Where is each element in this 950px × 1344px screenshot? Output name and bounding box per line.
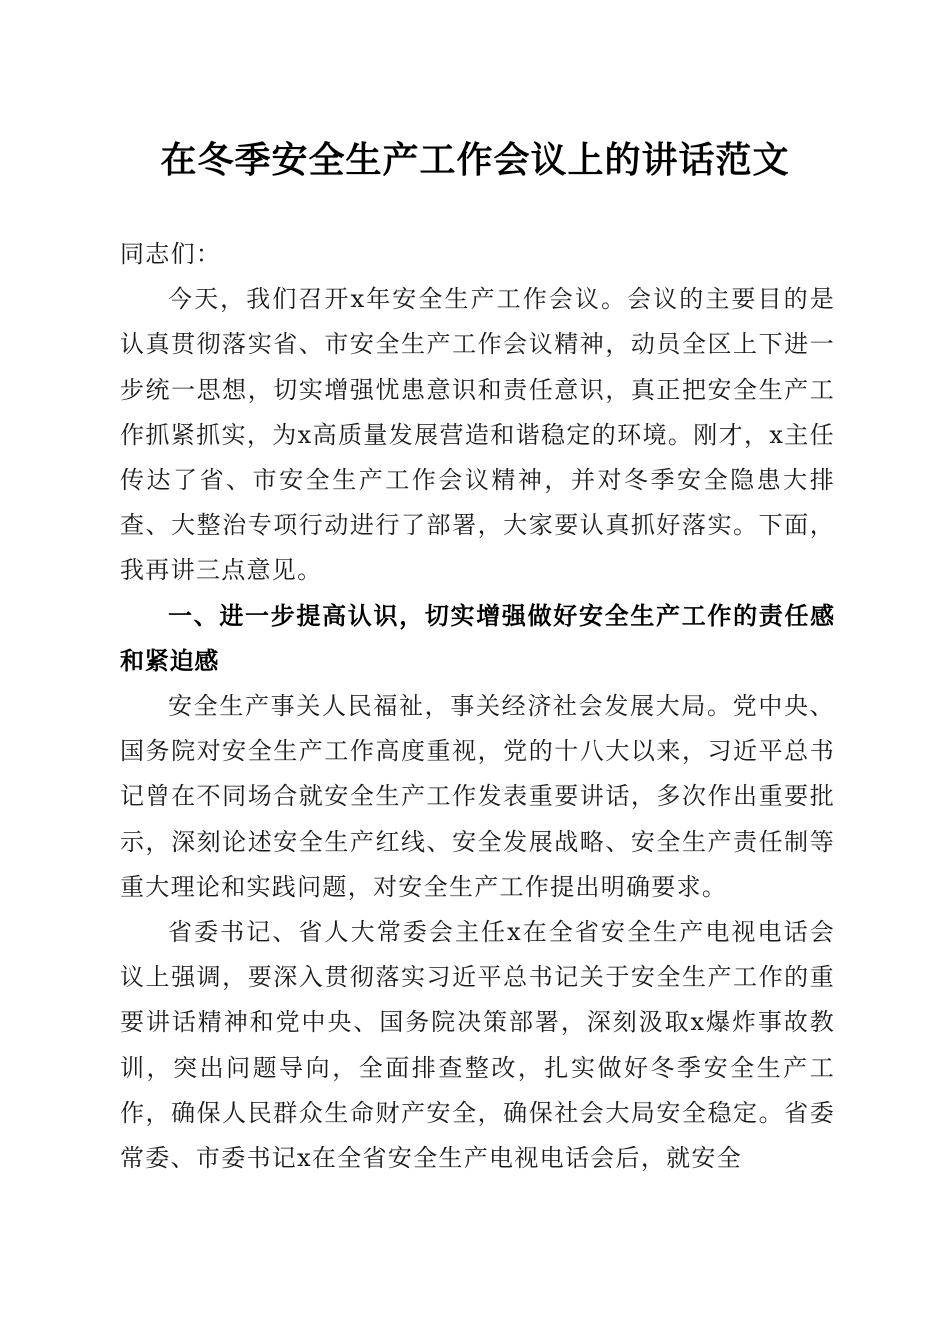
paragraph-provincial-requirements: 省委书记、省人大常委会主任x在全省安全生产电视电话会议上强调，要深入贯彻落实习近平总书记关于安全生产工作的重要讲话精神和党中央、国务院决策部署，深刻汲取x爆炸事故教训，突出问题导向，全面排查整改，扎实做好冬季安全生产工作，确保人民群众生命财产安全，确保社会大局安全稳定。省委常委、市委书记x在全省安全生产电视电话会后，就安全 (120, 918, 835, 1173)
paragraph-safety-importance: 安全生产事关人民福祉，事关经济社会发展大局。党中央、国务院对安全生产工作高度重视，党的十八大以来，习近平总书记曾在不同场合就安全生产工作发表重要讲话，多次作出重要批示，深刻论述安全生产红线、安全发展战略、安全生产责任制等重大理论和实践问题，对安全生产工作提出明确要求。 (120, 692, 835, 901)
paragraph-intro: 今天，我们召开x年安全生产工作会议。会议的主要目的是认真贯彻落实省、市安全生产工作会议精神，动员全区上下进一步统一思想，切实增强忧患意识和责任意识，真正把安全生产工作抓紧抓实，为x高质量发展营造和谐稳定的环境。刚才，x主任传达了省、市安全生产工作会议精神，并对冬季安全隐患大排查、大整治专项行动进行了部署，大家要认真抓好落实。下面，我再讲三点意见。 (120, 285, 835, 585)
salutation: 同志们： (120, 240, 222, 268)
section-heading-1: 一、进一步提高认识，切实增强做好安全生产工作的责任感和紧迫感 (120, 601, 835, 675)
document-body (120, 232, 835, 1181)
document-title: 在冬季安全生产工作会议上的讲话范文 (160, 139, 790, 181)
